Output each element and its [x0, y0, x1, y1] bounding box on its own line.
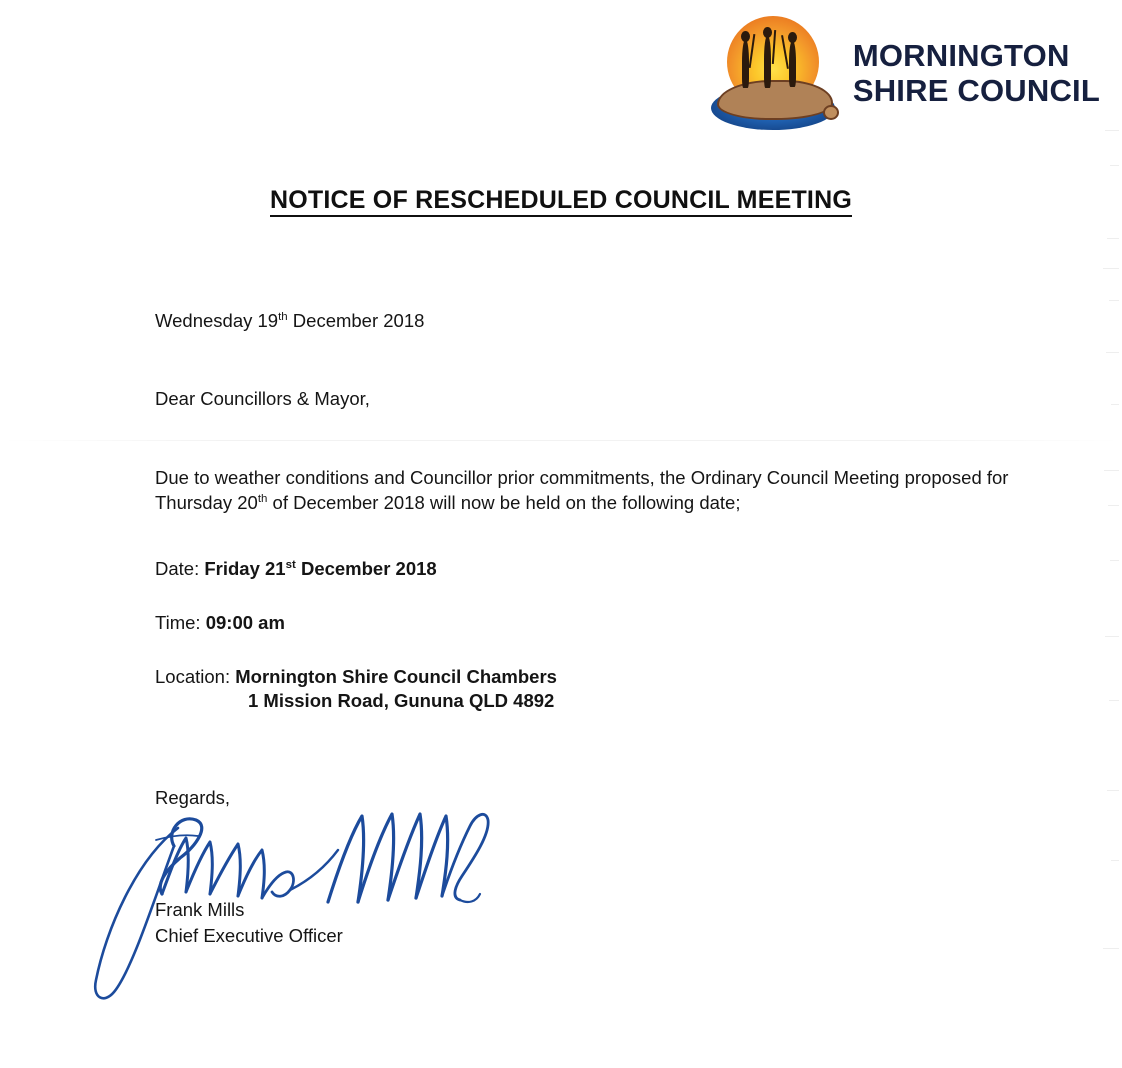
signature-block: [155, 897, 343, 948]
detail-label-time: Time:: [155, 612, 206, 634]
detail-row-date: [155, 557, 1035, 581]
detail-row-time: [155, 611, 1035, 635]
logo-figure-icon: [764, 36, 771, 88]
page-title-text: NOTICE OF RESCHEDULED COUNCIL MEETING: [270, 186, 852, 217]
logo-figure-icon: [789, 41, 796, 87]
signer-name: Frank Mills: [155, 899, 245, 920]
letter-date-month-year: December 2018: [287, 310, 425, 331]
detail-label-date: Date:: [155, 558, 205, 580]
detail-label-location: Location:: [155, 666, 236, 688]
letterhead: [707, 14, 1100, 132]
letter-salutation: Dear Councillors & Mayor,: [155, 388, 370, 409]
logo-island-shape: [717, 80, 833, 120]
letter-paragraph-part-2: of December 2018 will now be held on the following date;: [267, 491, 741, 513]
detail-row-location: [155, 665, 1035, 689]
wordmark-line-1: MORNINGTON: [852, 37, 1070, 73]
detail-value-date-prefix: Friday 21: [204, 558, 286, 580]
letter-date-line: [155, 310, 1035, 332]
detail-value-date-ordinal: st: [285, 559, 296, 572]
letter-paragraph-part-1: Due to weather conditions and Councillor prior commitments, the Ordinary Council Meeting proposed for Thursday 20: [155, 467, 1009, 513]
signer-title: Chief Executive Officer: [155, 924, 343, 946]
letter-closing: Regards,: [155, 787, 231, 809]
detail-value-time: 09:00 am: [205, 612, 285, 634]
mornington-shire-council-logo-icon: [707, 14, 839, 132]
wordmark-line-2: SHIRE COUNCIL: [852, 73, 1100, 108]
organization-wordmark: [853, 38, 1100, 108]
letter-paragraph-ordinal-suffix: th: [257, 492, 268, 505]
detail-value-date-suffix: December 2018: [295, 558, 437, 580]
letter-date-ordinal-suffix: th: [278, 310, 288, 323]
page-title: [0, 186, 1122, 215]
letter-date-weekday-day: Wednesday 19: [155, 310, 279, 331]
handwritten-signature-icon: [70, 780, 490, 1010]
logo-figure-icon: [742, 40, 749, 88]
scan-edge-artifacts: [1102, 0, 1122, 1068]
detail-value-location-address: 1 Mission Road, Gununa QLD 4892: [248, 690, 555, 712]
detail-value-location: Mornington Shire Council Chambers: [235, 666, 557, 688]
letter-body: [155, 310, 1035, 809]
letter-paragraph: [155, 466, 1035, 515]
